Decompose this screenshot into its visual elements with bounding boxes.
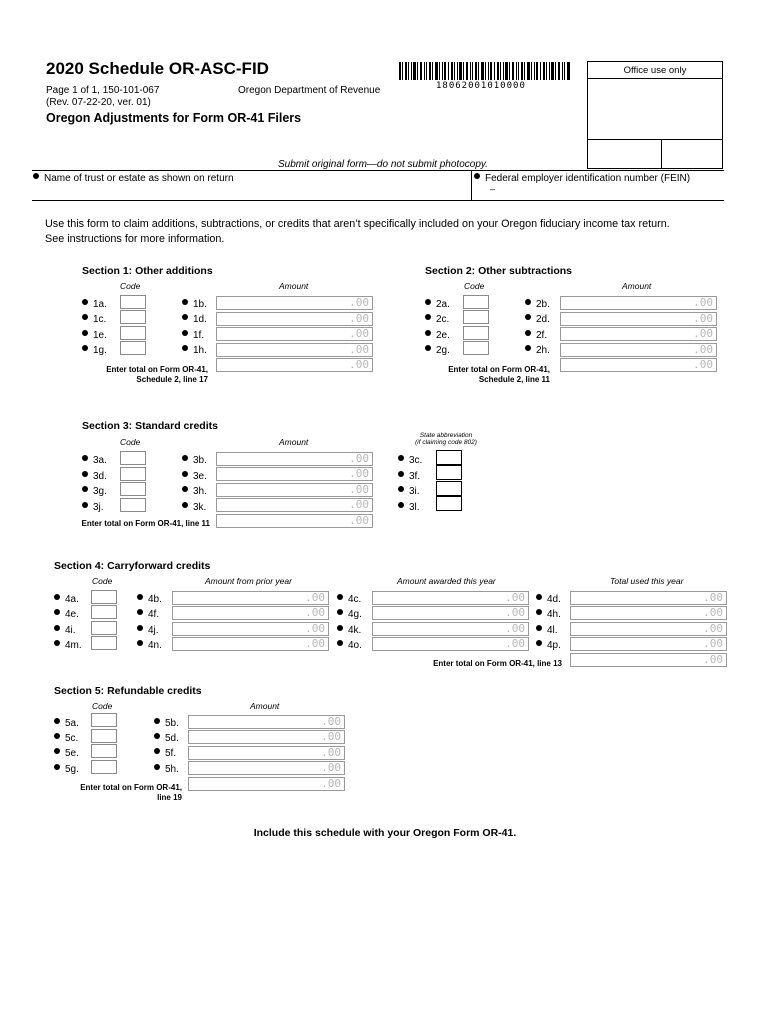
line-2c: 2c.: [425, 314, 449, 325]
form-subtitle: Oregon Adjustments for Form OR-41 Filers: [46, 111, 302, 125]
code-3g-input[interactable]: [120, 482, 146, 496]
section-4-code-header: Code: [92, 576, 113, 586]
line-4k: 4k.: [337, 625, 361, 636]
amount-1-input[interactable]: .00: [216, 312, 373, 326]
section-2-total-input[interactable]: .00: [560, 358, 717, 372]
amount-1-input[interactable]: .00: [216, 296, 373, 310]
code-4m-input[interactable]: [91, 636, 117, 650]
amount-2-input[interactable]: .00: [560, 312, 717, 326]
line-4b: 4b.: [137, 594, 162, 605]
section-5-total-label: Enter total on Form OR-41, line 19: [80, 783, 182, 802]
code-2a-input[interactable]: [463, 295, 489, 309]
section-3-total-input[interactable]: .00: [216, 514, 373, 528]
code-3j-input[interactable]: [120, 498, 146, 512]
line-4c: 4c.: [337, 594, 361, 605]
section-1-total-label: Enter total on Form OR-41, Schedule 2, line 17: [106, 365, 208, 384]
line-5a: 5a.: [54, 718, 79, 729]
line-2d: 2d.: [525, 314, 550, 325]
line-2a: 2a.: [425, 299, 450, 310]
amount-awarded-input[interactable]: .00: [372, 591, 529, 605]
office-use-box: [587, 61, 723, 169]
section-5-amount-header: Amount: [250, 701, 280, 711]
amount-3-input[interactable]: .00: [216, 452, 373, 466]
amount-5-input[interactable]: .00: [188, 715, 345, 729]
line-1c: 1c.: [82, 314, 106, 325]
line-3h: 3h.: [182, 486, 207, 497]
amount-prior-input[interactable]: .00: [172, 591, 329, 605]
department: Oregon Department of Revenue: [238, 85, 381, 96]
state-abbreviation-header: State abbreviation (if claiming code 802): [415, 432, 477, 446]
office-use-label: Office use only: [623, 65, 687, 76]
amount-prior-input[interactable]: .00: [172, 637, 329, 651]
line-4j: 4j.: [137, 625, 159, 636]
amount-2-input[interactable]: .00: [560, 296, 717, 310]
line-4m: 4m.: [54, 640, 82, 651]
amount-prior-input[interactable]: .00: [172, 622, 329, 636]
amount-3-input[interactable]: .00: [216, 498, 373, 512]
code-1e-input[interactable]: [120, 326, 146, 340]
amount-prior-input[interactable]: .00: [172, 606, 329, 620]
barcode-image: [399, 62, 570, 80]
code-2e-input[interactable]: [463, 326, 489, 340]
line-3f: 3f.: [398, 471, 420, 482]
intro-line-2: See instructions for more information.: [45, 233, 225, 245]
fein-label: Federal employer identification number (FEIN): [485, 173, 691, 184]
amount-awarded-input[interactable]: .00: [372, 622, 529, 636]
revision: (Rev. 07-22-20, ver. 01): [46, 97, 151, 108]
section-1-amount-header: Amount: [279, 281, 309, 291]
code-1g-input[interactable]: [120, 341, 146, 355]
line-1d: 1d.: [182, 314, 207, 325]
code-5c-input[interactable]: [91, 729, 117, 743]
line-4o: 4o.: [337, 640, 362, 651]
section-5-total-input[interactable]: .00: [188, 777, 345, 791]
section-2-amount-header: Amount: [622, 281, 652, 291]
intro-line-1: Use this form to claim additions, subtractions, or credits that aren’t specifically included on your Oregon fiduciary income tax return.: [45, 218, 670, 230]
amount-3-input[interactable]: .00: [216, 467, 373, 481]
trust-name-field[interactable]: [33, 173, 234, 184]
code-2g-input[interactable]: [463, 341, 489, 355]
state-3l-input[interactable]: [436, 496, 462, 511]
footer-note: Include this schedule with your Oregon Form OR-41.: [253, 827, 517, 839]
amount-awarded-input[interactable]: .00: [372, 606, 529, 620]
line-5g: 5g.: [54, 764, 79, 775]
line-3b: 3b.: [182, 455, 207, 466]
line-2b: 2b.: [525, 299, 550, 310]
line-3i: 3i.: [398, 486, 420, 497]
amount-used-input[interactable]: .00: [570, 622, 727, 636]
line-1e: 1e.: [82, 330, 107, 341]
line-3j: 3j.: [82, 502, 104, 513]
line-2f: 2f.: [525, 330, 547, 341]
section-4-title: Section 4: Carryforward credits: [54, 560, 211, 572]
line-3l: 3l.: [398, 502, 420, 513]
amount-3-input[interactable]: .00: [216, 483, 373, 497]
line-2e: 2e.: [425, 330, 450, 341]
line-1h: 1h.: [182, 345, 207, 356]
amount-1-input[interactable]: .00: [216, 343, 373, 357]
line-4h: 4h.: [536, 609, 561, 620]
page-info: Page 1 of 1, 150-101-067: [46, 85, 160, 96]
amount-awarded-input[interactable]: .00: [372, 637, 529, 651]
section-3-amount-header: Amount: [279, 437, 309, 447]
line-1g: 1g.: [82, 345, 107, 356]
amount-5-input[interactable]: .00: [188, 761, 345, 775]
line-3e: 3e.: [182, 471, 207, 482]
fein-field[interactable]: [474, 173, 690, 184]
section-1-title: Section 1: Other additions: [82, 265, 213, 277]
barcode-number: 18062001010000: [436, 81, 526, 91]
line-4f: 4f.: [137, 609, 159, 620]
section-5-title: Section 5: Refundable credits: [54, 685, 202, 697]
section-1-total-input[interactable]: .00: [216, 358, 373, 372]
code-1a-input[interactable]: [120, 295, 146, 309]
amount-5-input[interactable]: .00: [188, 746, 345, 760]
line-4e: 4e.: [54, 609, 79, 620]
code-5g-input[interactable]: [91, 760, 117, 774]
line-5d: 5d.: [154, 733, 179, 744]
line-4d: 4d.: [536, 594, 561, 605]
section-3-title: Section 3: Standard credits: [82, 420, 218, 432]
line-3d: 3d.: [82, 471, 107, 482]
amount-1-input[interactable]: .00: [216, 327, 373, 341]
line-5f: 5f.: [154, 748, 176, 759]
code-4i-input[interactable]: [91, 621, 117, 635]
line-5h: 5h.: [154, 764, 179, 775]
line-3g: 3g.: [82, 486, 107, 497]
amount-used-input[interactable]: .00: [570, 637, 727, 651]
code-4a-input[interactable]: [91, 590, 117, 604]
line-4g: 4g.: [337, 609, 362, 620]
section-4-prior-header: Amount from prior year: [205, 576, 292, 586]
line-4p: 4p.: [536, 640, 561, 651]
section-4-total-input[interactable]: .00: [570, 653, 727, 667]
section-4-total-label: Enter total on Form OR-41, line 13: [433, 659, 562, 668]
line-4i: 4i.: [54, 625, 76, 636]
section-2-code-header: Code: [464, 281, 485, 291]
section-4-awarded-header: Amount awarded this year: [397, 576, 496, 586]
line-5e: 5e.: [54, 748, 79, 759]
code-2c-input[interactable]: [463, 310, 489, 324]
line-3a: 3a.: [82, 455, 107, 466]
line-4l: 4l.: [536, 625, 558, 636]
code-5e-input[interactable]: [91, 744, 117, 758]
section-4-used-header: Total used this year: [610, 576, 684, 586]
code-3a-input[interactable]: [120, 451, 146, 465]
amount-2-input[interactable]: .00: [560, 327, 717, 341]
code-4e-input[interactable]: [91, 605, 117, 619]
code-5a-input[interactable]: [91, 713, 117, 727]
line-4n: 4n.: [137, 640, 162, 651]
line-5c: 5c.: [54, 733, 78, 744]
amount-5-input[interactable]: .00: [188, 730, 345, 744]
line-1b: 1b.: [182, 299, 207, 310]
trust-name-label: Name of trust or estate as shown on return: [44, 173, 234, 184]
line-5b: 5b.: [154, 718, 179, 729]
form-title: 2020 Schedule OR-ASC-FID: [46, 59, 269, 78]
section-3-total-label: Enter total on Form OR-41, line 11: [81, 519, 210, 528]
state-3i-input[interactable]: [436, 481, 462, 496]
line-4a: 4a.: [54, 594, 79, 605]
section-1-code-header: Code: [120, 281, 141, 291]
submit-note: Submit original form—do not submit photocopy.: [278, 159, 488, 170]
line-3c: 3c.: [398, 455, 422, 466]
line-2h: 2h.: [525, 345, 550, 356]
section-2-total-label: Enter total on Form OR-41, Schedule 2, line 11: [448, 365, 550, 384]
amount-used-input[interactable]: .00: [570, 591, 727, 605]
section-2-title: Section 2: Other subtractions: [425, 265, 573, 277]
line-1f: 1f.: [182, 330, 204, 341]
line-2g: 2g.: [425, 345, 450, 356]
code-3d-input[interactable]: [120, 467, 146, 481]
fein-dash: –: [490, 184, 496, 194]
code-1c-input[interactable]: [120, 310, 146, 324]
state-3f-input[interactable]: [436, 465, 462, 480]
amount-2-input[interactable]: .00: [560, 343, 717, 357]
line-1a: 1a.: [82, 299, 107, 310]
amount-used-input[interactable]: .00: [570, 606, 727, 620]
section-3-code-header: Code: [120, 437, 141, 447]
section-5-code-header: Code: [92, 701, 113, 711]
state-3c-input[interactable]: [436, 450, 462, 465]
line-3k: 3k.: [182, 502, 206, 513]
